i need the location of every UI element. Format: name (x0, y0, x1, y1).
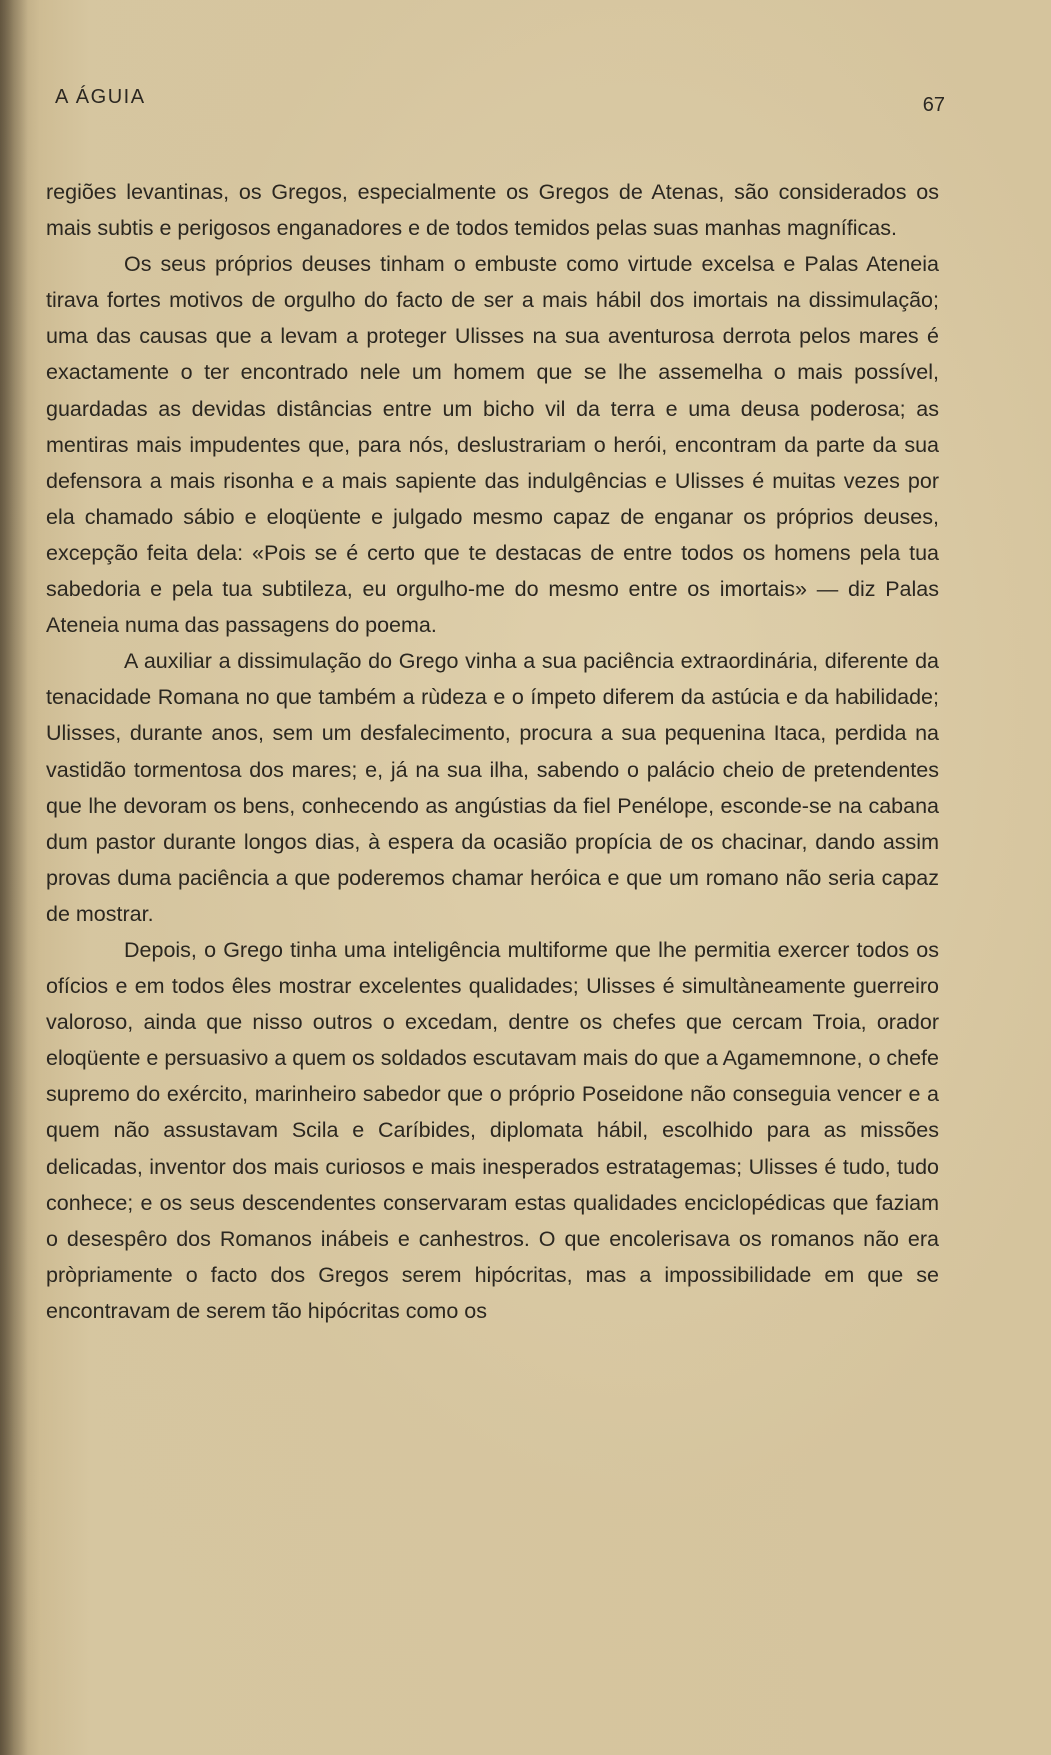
paragraph-3: A auxiliar a dissimulação do Grego vinha a sua paciência extraordinária, diferente da tenacidade Romana no que também a rùdeza e o ímpeto diferem da astúcia e da habilidade; Ulisses, durante anos, sem um desfalecimento, procura a sua pequenina Itaca, perdida na vastidão tormentosa dos mares; e, já na sua ilha, sabendo o palácio cheio de pretendentes que lhe devoram os bens, conhecendo as angústias da fiel Penélope, esconde-se na cabana dum pastor durante longos dias, à espera da ocasião propícia de os chacinar, dando assim provas duma paciência a que poderemos chamar heróica e que um romano não seria capaz de mostrar. (46, 649, 939, 926)
body-text (46, 174, 939, 1329)
paragraph-2: Os seus próprios deuses tinham o embuste como virtude excelsa e Palas Ateneia tirava fortes motivos de orgulho do facto de ser a mais hábil dos imortais na dissimulação; uma das causas que a levam a proteger Ulisses na sua aventurosa derrota pelos mares é exactamente o ter encontrado nele um homem que se lhe assemelha o mais possível, guardadas as devidas distâncias entre um bicho vil da terra e uma deusa poderosa; as mentiras mais impudentes que, para nós, deslustrariam o herói, encontram da parte da sua defensora a mais risonha e a mais sapiente das indulgências e Ulisses é muitas vezes por ela chamado sábio e eloqüente e julgado mesmo capaz de enganar os próprios deuses, excepção feita dela: «Pois se é certo que te destacas de entre todos os homens pela tua sabedoria e pela tua subtileza, eu orgulho-me do mesmo entre os imortais» — diz Palas Ateneia numa das passagens do poema. (46, 252, 939, 638)
page-number: 67 (922, 94, 945, 116)
paragraph-4: Depois, o Grego tinha uma inteligência multiforme que lhe permitia exercer todos os ofícios e em todos êles mostrar excelentes qualidades; Ulisses é simultàneamente guerreiro valoroso, ainda que nisso outros o excedam, dentre os chefes que cercam Troia, orador eloqüente e persuasivo a quem os soldados escutavam mais do que a Agamemnone, o chefe supremo do exército, marinheiro sabedor que o próprio Poseidone não conseguia vencer e a quem não assustavam Scila e Caríbides, diplomata hábil, escolhido para as missões delicadas, inventor dos mais curiosos e mais inesperados estratagemas; Ulisses é tudo, tudo conhece; e os seus descendentes conservaram estas qualidades enciclopédicas que faziam o desespêro dos Romanos inábeis e canhestros. O que encolerisava os romanos não era pròpriamente o facto dos Gregos serem hipócritas, mas a impossibilidade em que se encontravam de serem tão hipócritas como os (46, 937, 939, 1323)
page-header (55, 82, 945, 116)
binding-shadow (0, 0, 28, 1755)
running-title: A ÁGUIA (55, 86, 146, 108)
paragraph-1: regiões levantinas, os Gregos, especialmente os Gregos de Atenas, são considerados os mais subtis e perigosos enganadores e de todos temidos pelas suas manhas magníficas. (46, 180, 939, 241)
